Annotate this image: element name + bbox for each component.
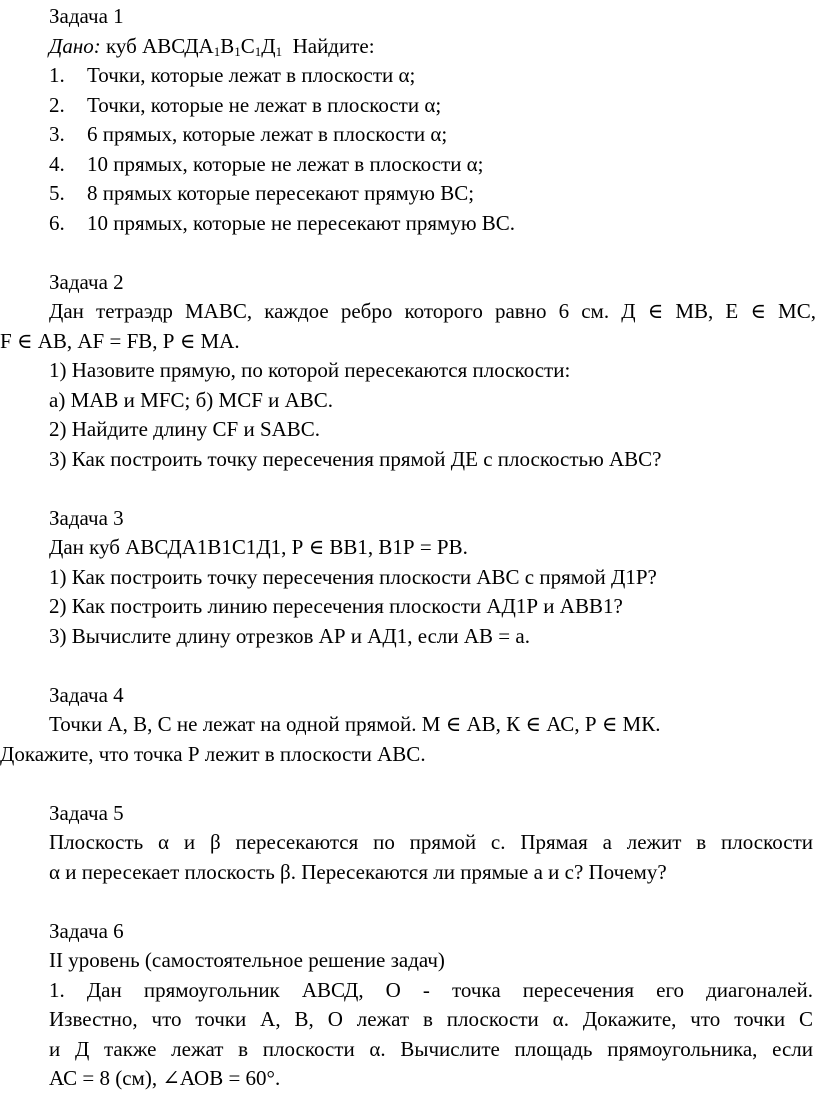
task6-title: Задача 6 — [49, 919, 124, 943]
task3-line: Дан куб АВСДА1В1С1Д1, Р ∈ ВВ1, В1Р = РВ. — [49, 535, 468, 559]
list-number: 6. — [49, 211, 65, 235]
list-text: 6 прямых, которые лежат в плоскости α; — [87, 122, 448, 146]
task6-line: АС = 8 (см), ∠АОВ = 60°. — [49, 1066, 281, 1090]
task6-line: Известно, что точки А, В, О лежат в плоскости α. Докажите, что точки С — [49, 1007, 813, 1031]
given-letter: В — [220, 34, 235, 58]
find-label: Найдите: — [282, 34, 375, 58]
list-text: 10 прямых, которые не пересекают прямую ВС. — [87, 211, 516, 235]
list-text: 8 прямых которые пересекают прямую ВС; — [87, 181, 475, 205]
task4-line: Докажите, что точка Р лежит в плоскости АВС. — [0, 742, 426, 766]
task6-line: II уровень (самостоятельное решение задач) — [49, 948, 445, 972]
task2-line: 3) Как построить точку пересечения прямой ДЕ с плоскостью АВС? — [49, 447, 662, 471]
list-item — [49, 120, 447, 150]
task6-line: и Д также лежат в плоскости α. Вычислите площадь прямоугольника, если — [49, 1037, 813, 1061]
list-item — [49, 91, 441, 121]
list-number: 5. — [49, 181, 65, 205]
task5-title: Задача 5 — [49, 801, 124, 825]
task6-line: 1. Дан прямоугольник АВСД, О - точка пересечения его диагоналей. — [49, 978, 813, 1002]
list-number: 3. — [49, 122, 65, 146]
list-text: Точки, которые лежат в плоскости α; — [87, 63, 416, 87]
task5-line: α и пересекает плоскость β. Пересекаются ли прямые а и с? Почему? — [49, 860, 667, 884]
list-text: 10 прямых, которые не лежат в плоскости α; — [87, 152, 484, 176]
list-item — [49, 61, 415, 91]
given-letter: С — [240, 34, 255, 58]
task5-line: Плоскость α и β пересекаются по прямой с. Прямая а лежит в плоскости — [49, 830, 813, 854]
task2-line: 2) Найдите длину СF и SАВС. — [49, 417, 321, 441]
subscript: 1 — [234, 44, 241, 59]
subscript: 1 — [213, 44, 221, 59]
list-item — [49, 179, 474, 209]
task3-line: 3) Вычислите длину отрезков АР и АД1, если АВ = а. — [49, 624, 530, 648]
given-label: Дано: — [49, 34, 101, 58]
task3-line: 1) Как построить точку пересечения плоскости АВС с прямой Д1Р? — [49, 565, 657, 589]
task4-title: Задача 4 — [49, 683, 124, 707]
task2-line: 1) Назовите прямую, по которой пересекаются плоскости: — [49, 358, 571, 382]
task4-line: Точки А, В, С не лежат на одной прямой. М ∈ АВ, К ∈ АС, Р ∈ МК. — [49, 712, 661, 736]
list-item — [49, 150, 484, 180]
task1-title: Задача 1 — [49, 4, 124, 28]
task3-line: 2) Как построить линию пересечения плоскости АД1Р и АВВ1? — [49, 594, 623, 618]
list-number: 1. — [49, 63, 65, 87]
given-text: куб АВСДА — [100, 34, 214, 58]
task2-line: F ∈ АВ, АF = FВ, Р ∈ МА. — [0, 329, 240, 353]
list-number: 4. — [49, 152, 65, 176]
task3-title: Задача 3 — [49, 506, 124, 530]
list-text: Точки, которые не лежат в плоскости α; — [87, 93, 442, 117]
subscript: 1 — [275, 44, 283, 59]
subscript: 1 — [254, 44, 262, 59]
given-letter: Д — [261, 34, 276, 58]
list-number: 2. — [49, 93, 65, 117]
task2-title: Задача 2 — [49, 270, 124, 294]
list-item — [49, 209, 515, 239]
task2-line: а) МАВ и МFС; б) МСF и АВС. — [49, 388, 334, 412]
task2-line: Дан тетраэдр МАВС, каждое ребро которого равно 6 см. Д ∈ МВ, Е ∈ МС, — [49, 299, 816, 323]
